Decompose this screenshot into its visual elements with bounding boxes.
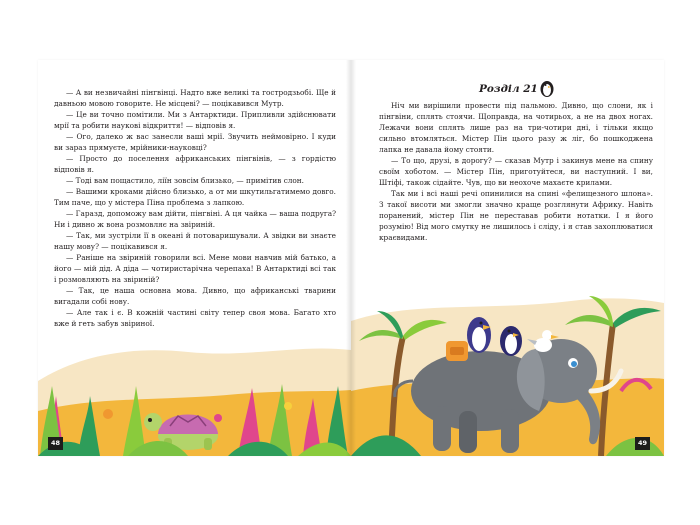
- left-page: [38, 60, 351, 456]
- paragraph: — Так, це наша основна мова. Дивно, що африканські тварини вигадали собі нову.: [54, 286, 336, 306]
- paragraph: — Тоді вам пощастило, ліїн зовсім близько, — примітив слон.: [66, 176, 304, 185]
- paragraph: — Просто до поселення африканських пінгвінів, — з гордістю відповів я.: [54, 154, 336, 174]
- paragraph: — А ви незвичайні пінгвінці. Надто вже великі та гостродзьобі. Ще й давньою мовою говорите. Не місцеві? — поцікавився Мутр.: [54, 88, 336, 108]
- chapter-title: Розділ 21: [479, 83, 538, 95]
- penguin-icon: [539, 78, 555, 98]
- paragraph: Так ми і всі наші речі опинилися на спині «фелищезного шлона». З такої висоти ми змогли значно краще розглянути Африку. Навіть поранений, містер Пін не переставав робити нотатки. І я його розумію! Від мого смутку не лишилось і сліду, і я став захоплюватися краєвидами.: [379, 189, 653, 242]
- paragraph: — Це ви точно помітили. Ми з Антарктиди. Припливли здійснювати мрії та робити наукові відкриття! — відповів я.: [54, 110, 336, 130]
- right-page-text: [379, 100, 653, 243]
- paragraph: — Гаразд, допоможу вам дійти, пінгвіні. А ця чайка — ваша подруга? Ни і дивно ж вона розмовляє на звіриній.: [54, 209, 336, 229]
- paragraph: — Вашими кроками дійсно близько, а от ми шкутильгатимемо довго. Тим паче, що у містера Піна проблема з лапкою.: [54, 187, 336, 207]
- left-illustration: [38, 326, 351, 456]
- paragraph: Ніч ми вирішили провести під пальмою. Дивно, що слони, як і пінгвіни, сплять стоячи. Щоправда, на чотирьох, а не на двох ногах. Лежачи вони сплять лише раз на три-чотири дні, і тільки якщо сильно втомляться. Містер Пін цього разу ж ліг, бо пошкоджена лапка не давала йому стояти.: [379, 101, 653, 154]
- page-number-left: 48: [48, 437, 63, 450]
- book-spread: [38, 60, 664, 456]
- right-illustration: [351, 241, 664, 456]
- paragraph: — Раніше на звіриній говорили всі. Мене мови навчив мій батько, а його — мій дід. А діда — чотиристарічна черепаха! В Антарктиді всі так і розмовляють на звіриній?: [54, 253, 336, 284]
- paragraph: — Так, ми зустріли її в океані й потоваришували. А звідки ви знаєте нашу мову? — поцікавився я.: [54, 231, 336, 251]
- page-number-right: 49: [635, 437, 650, 450]
- paragraph: — То що, друзі, в дорогу? — сказав Мутр і закинув мене на спину своїм хоботом. — Містер Пін, приготуйтеся, ви наступний. І ви, Штіфі, також сідайте. Чув, що ви неохоче махаєте крилами.: [379, 156, 653, 187]
- right-page: [351, 60, 664, 456]
- paragraph: — Але так і є. В кожній частині світу тепер своя мова. Багато хто вже й геть забув звіриної.: [54, 308, 336, 328]
- paragraph: — Ого, далеко ж вас занесли ваші мрії. Звучить неймовірно. І куди ви зараз прямуєте, мрійники-науковці?: [54, 132, 336, 152]
- book-gutter: [346, 60, 356, 456]
- left-page-text: [54, 87, 336, 329]
